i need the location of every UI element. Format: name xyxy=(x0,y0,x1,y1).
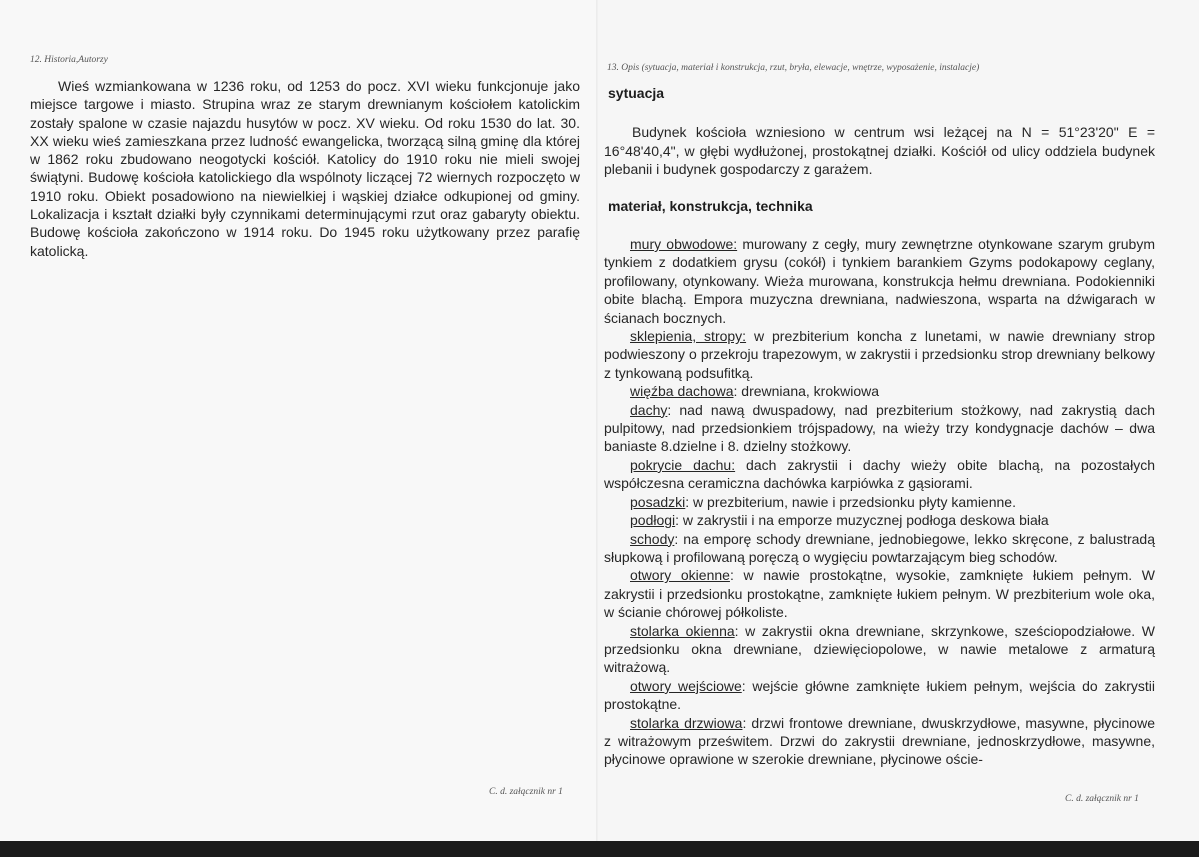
material-item xyxy=(604,622,1155,677)
material-description: murowany z cegły, mury zewnętrzne otynkowane szarym grubym tynkiem z dodatkiem grysu (cokół) i tynkiem barankiem Gzyms podokapowy ceglany, profilowany, otynkowany. Wieża murowana, konstrukcja hełmu drewniana. Podokienniki obite blachą. Empora muzyczna drewniana, nadwieszona, wsparta na dźwigarach w ścianach bocznych. xyxy=(604,236,1155,326)
right-footer: C. d. załącznik nr 1 xyxy=(1065,794,1139,804)
material-description: : drewniana, krokwiowa xyxy=(733,383,880,400)
material-description: : na emporę schody drewniane, jednobiegowe, lekko skręcone, z balustradą słupkową i profilowaną poręczą o wygięciu powtarzającym bieg schodów. xyxy=(604,530,1155,565)
material-description: w prezbiterium koncha z lunetami, w nawie drewniany strop podwieszony o przekroju trapezowym, w zakrystii i przedsionku strop drewniany belkowy z tynkowaną podsufitką. xyxy=(604,328,1155,381)
material-description: dach zakrystii i dachy wieży obite blachą, na pozostałych współczesna ceramiczna dachówka karpiówka z gąsiorami. xyxy=(604,456,1155,492)
material-term: podłogi xyxy=(630,512,676,529)
material-item xyxy=(604,456,1155,493)
material-item xyxy=(604,511,1155,529)
material-item xyxy=(604,327,1155,382)
material-description: : w zakrystii okna drewniane, skrzynkowe, sześciopodziałowe. W przedsionku okna drewniane, dziewięciopolowe, w nawie metalowe z armaturą witrażową. xyxy=(604,622,1155,676)
material-term: otwory okienne xyxy=(630,567,730,584)
material-term: stolarka drzwiowa xyxy=(630,714,743,731)
material-item xyxy=(604,401,1155,456)
material-term: pokrycie dachu: xyxy=(630,456,736,473)
material-item xyxy=(604,714,1155,769)
material-item xyxy=(604,530,1155,567)
right-running-head: 13. Opis (sytuacja, materiał i konstrukcja, rzut, bryła, elewacje, wnętrze, wyposażenie, instalacje) xyxy=(607,63,980,73)
material-term: otwory wejściowe xyxy=(630,677,742,694)
material-description: : w prezbiterium, nawie i przedsionku płyty kamienne. xyxy=(685,493,1016,510)
history-paragraph: Wieś wzmiankowana w 1236 roku, od 1253 do pocz. XVI wieku funkcjonuje jako miejsce targowe i miasto. Strupina wraz ze starym drewnianym kościołem katolickim zostały spalone w czasie najazdu husytów w pocz. XV wieku. Od roku 1530 do lat. 30. XX wieku wieś zamieszkana przez ludność ewangelicka, tworzącą silną gminę dla której w 1862 roku zbudowano neogotycki kościół. Katolicy do 1910 roku nie mieli swojej świątyni. Budowę kościoła katolickiego dla wspólnoty liczącej 72 wiernych rozpoczęto w 1910 roku. Obiekt posadowiono na niewielkiej i wąskiej działce odkupionej od gminy. Lokalizacja i kształt działki były czynnikami determinującymi rzut oraz gabaryty obiektu. Budowę kościoła zakończono w 1914 roku. Do 1945 roku użytkowany przez parafię katolicką. xyxy=(30,78,580,259)
situation-heading: sytuacja xyxy=(608,85,665,101)
left-page xyxy=(0,0,598,857)
material-item xyxy=(604,677,1155,714)
material-term: schody xyxy=(630,530,675,547)
material-description: : w zakrystii i na emporze muzycznej podłoga deskowa biała xyxy=(675,512,1049,529)
material-term: dachy xyxy=(630,401,668,418)
left-footer: C. d. załącznik nr 1 xyxy=(489,787,563,797)
situation-paragraph: Budynek kościoła wzniesiono w centrum wsi leżącej na N = 51°23'20" E = 16°48'40,4", w głębi wydłużonej, prostokątnej działki. Kościół od ulicy oddziela budynek plebanii i budynek gospodarczy z garażem. xyxy=(604,124,1155,177)
material-item xyxy=(604,382,1155,400)
material-term: stolarka okienna xyxy=(630,622,735,639)
material-description: : wejście główne zamknięte łukiem pełnym, wejścia do zakrystii prostokątne. xyxy=(604,677,1155,713)
scan-bottom-edge xyxy=(0,841,1199,857)
material-list xyxy=(604,235,1155,769)
material-item xyxy=(604,566,1155,621)
material-description: : nad nawą dwuspadowy, nad prezbiterium stożkowy, nad zakrystią dach pulpitowy, nad przedsionkiem trójspadowy, na wieży trzy kondygnacje dachów – dwa baniaste 8.dzielne i 8. dzielny stożkowy. xyxy=(604,401,1155,455)
material-term: mury obwodowe: xyxy=(630,236,738,252)
left-running-head: 12. Historia,Autorzy xyxy=(30,55,108,65)
material-term: sklepienia, stropy: xyxy=(630,328,747,345)
material-term: więźba dachowa xyxy=(630,383,734,400)
material-item xyxy=(604,235,1155,327)
material-description: : drzwi frontowe drewniane, dwuskrzydłowe, masywne, płycinowe z witrażowym prześwitem. Drzwi do zakrystii drewniane, jednoskrzydłowe, masywne, płycinowe oprawione w szerokie drewniane, płycinowe oście- xyxy=(604,714,1155,768)
material-description: : w nawie prostokątne, wysokie, zamknięte łukiem pełnym. W zakrystii i przedsionku prostokątne, zamknięte łukiem pełnym. W prezbiterium wole oka, w ścianie chórowej półkoliste. xyxy=(604,567,1155,621)
material-item xyxy=(604,493,1155,511)
material-term: posadzki xyxy=(630,493,686,510)
material-heading: materiał, konstrukcja, technika xyxy=(608,198,813,214)
